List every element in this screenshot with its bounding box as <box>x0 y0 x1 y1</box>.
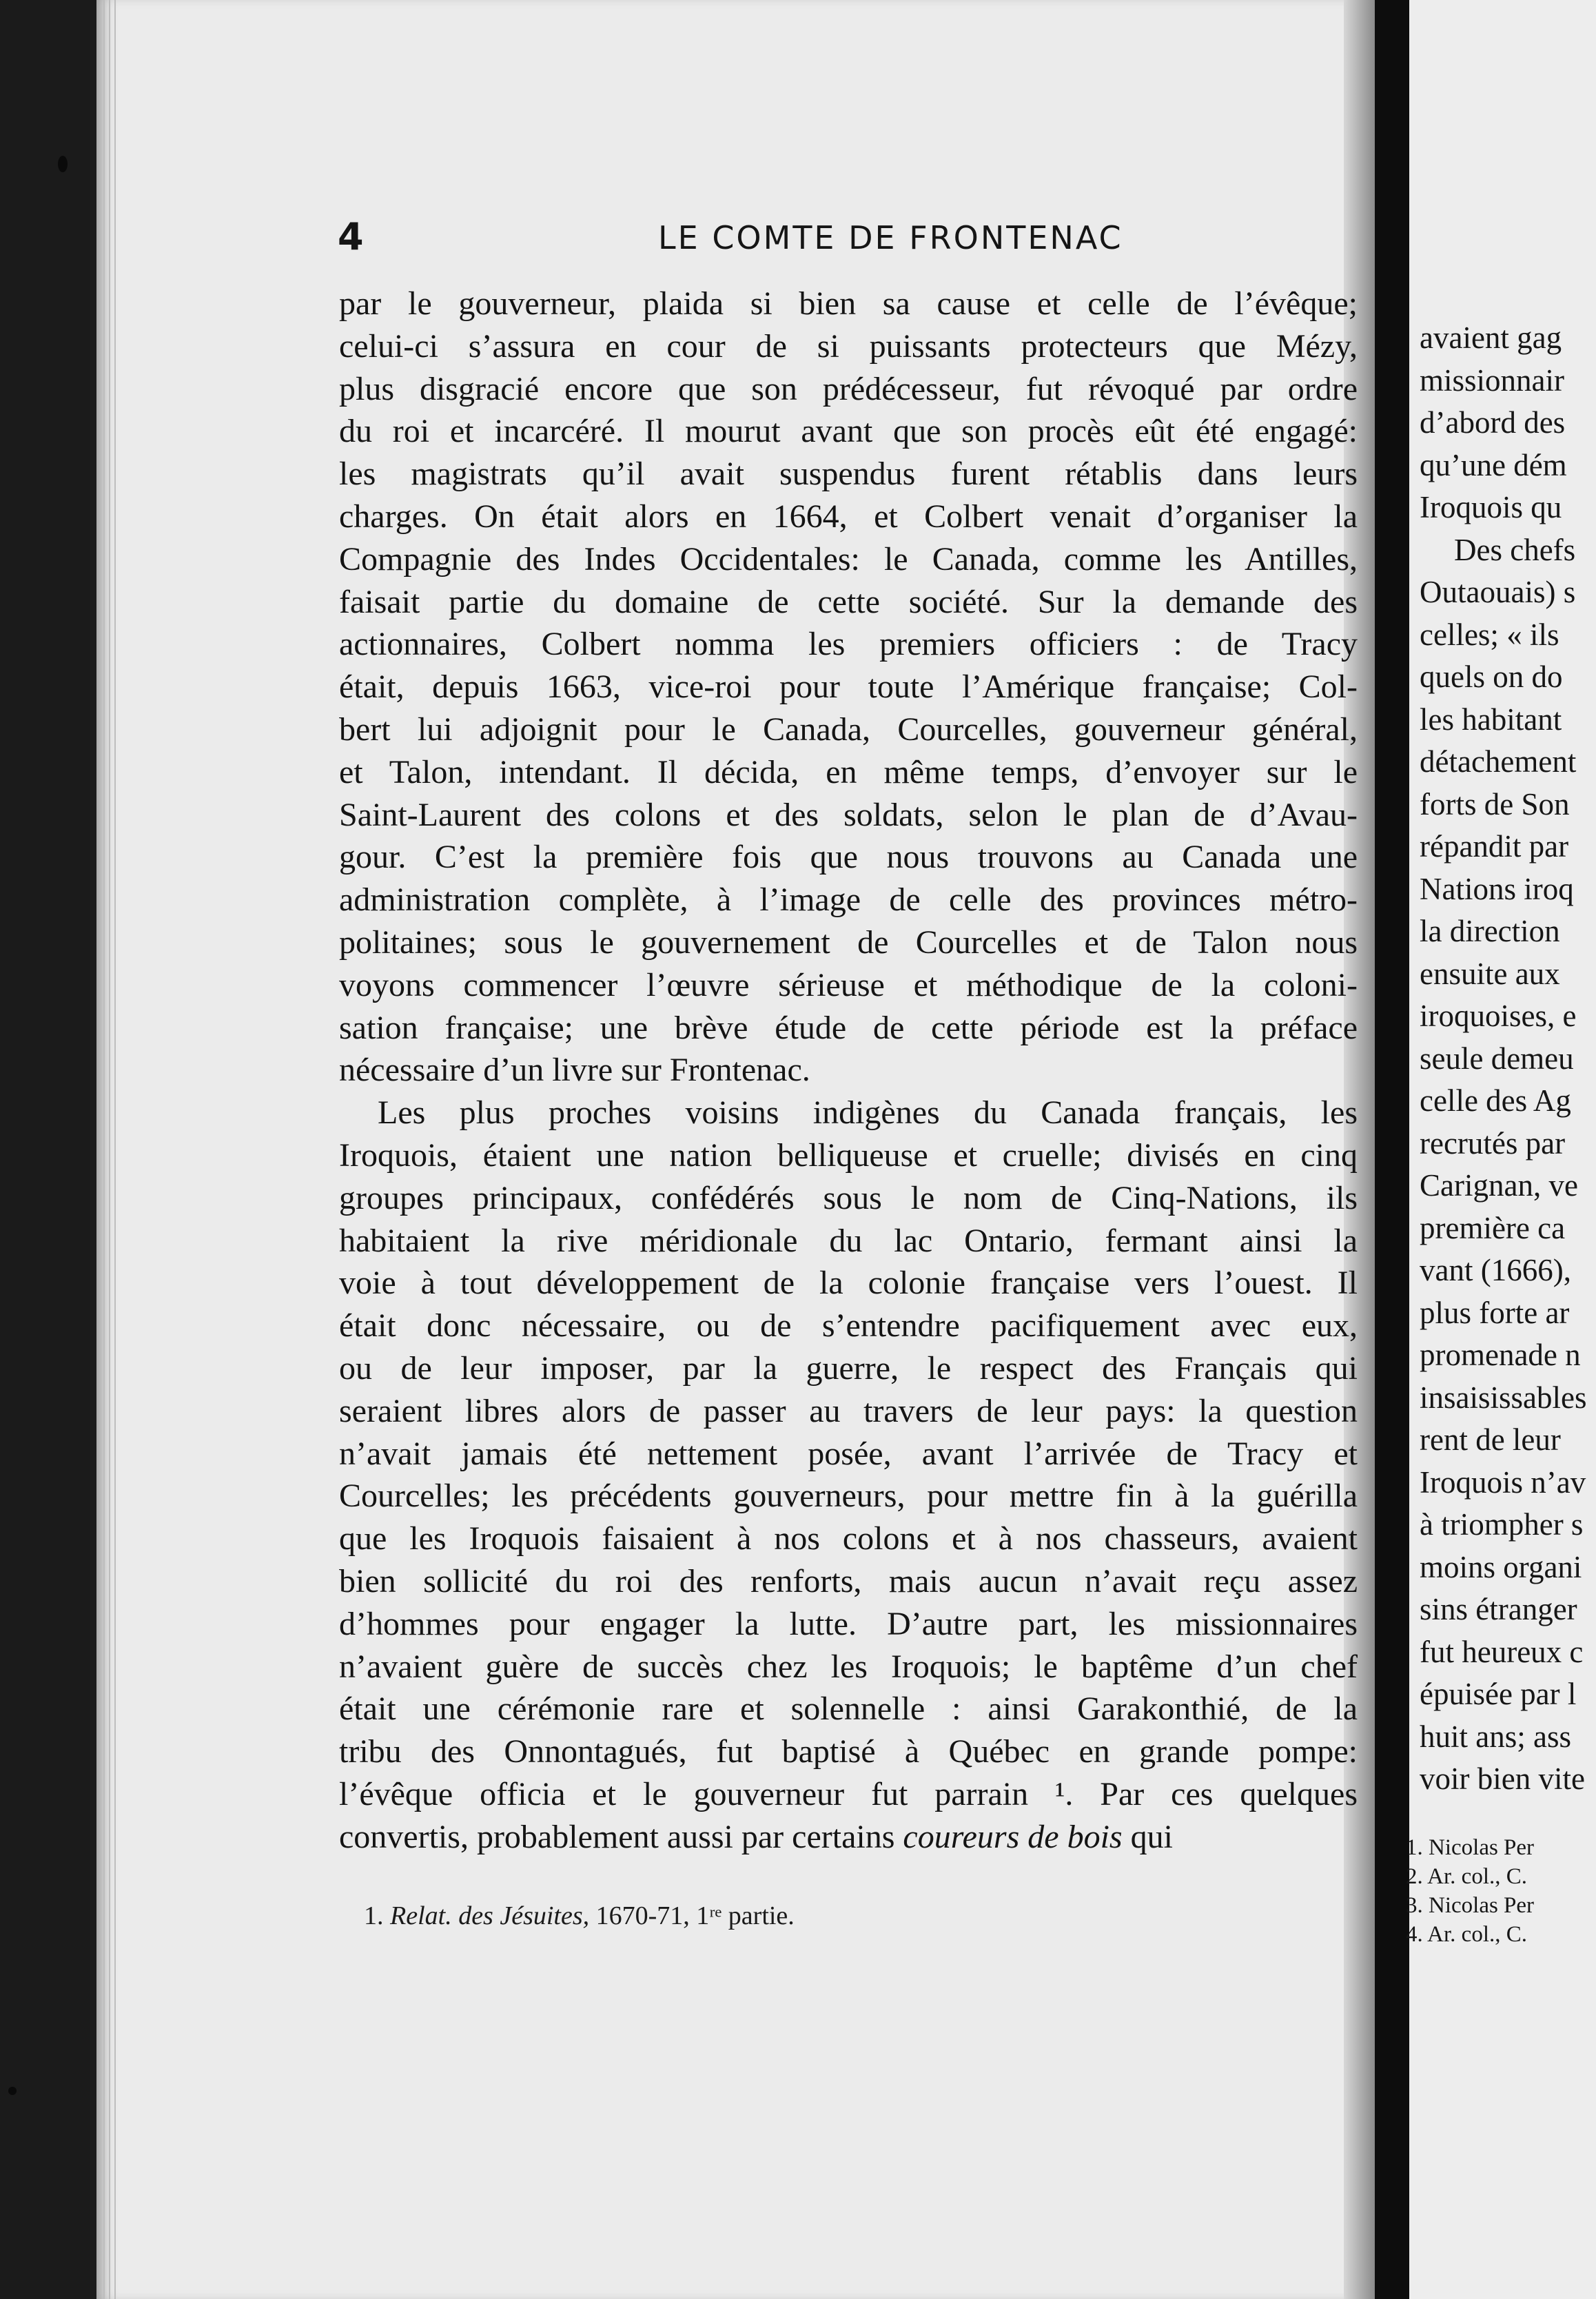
text-line: charges. On était alors en 1664, et Colbert venait d’organiser la <box>339 498 1358 535</box>
right-text-line: détachement <box>1420 744 1577 779</box>
text-line: l’évêque officia et le gouverneur fut parrain ¹. Par ces quelques <box>339 1775 1358 1812</box>
book-spine <box>1375 0 1409 2299</box>
right-text-line: Iroquois qu <box>1420 490 1562 524</box>
text-line: les magistrats qu’il avait suspendus furent rétablis dans leurs <box>339 456 1358 493</box>
text-line: bien sollicité du roi des renforts, mais aucun n’avait reçu assez <box>339 1562 1358 1600</box>
right-text-line: forts de Son <box>1420 786 1570 821</box>
text-line: que les Iroquois faisaient à nos colons et à nos chasseurs, avaient <box>339 1520 1358 1557</box>
right-text-line: seule demeu <box>1420 1041 1574 1076</box>
text-line: et Talon, intendant. Il décida, en même temps, d’envoyer sur le <box>339 753 1358 790</box>
page-number: 4 <box>338 215 366 258</box>
text-line: Iroquois, étaient une nation belliqueuse et cruelle; divisés en cinq <box>339 1136 1358 1174</box>
page-edge <box>109 0 110 2299</box>
text-line: n’avait jamais été nettement posée, avant l’arrivée de Tracy et <box>339 1435 1358 1472</box>
right-text-line: celles; « ils <box>1420 617 1559 652</box>
right-page-footnotes <box>1406 1833 1596 1949</box>
right-text-line: avaient gag <box>1420 320 1562 355</box>
page-edge <box>114 0 116 2299</box>
right-text-line: première ca <box>1420 1210 1566 1245</box>
scan-speck <box>8 2087 17 2095</box>
right-text-line: iroquoises, e <box>1420 999 1577 1033</box>
text-line: plus disgracié encore que son prédécesseur, fut révoqué par ordre <box>339 370 1358 407</box>
text-line: était, depuis 1663, vice-roi pour toute l’Amérique française; Col- <box>339 668 1358 706</box>
text-line: faisait partie du domaine de cette société. Sur la demande des <box>339 583 1358 620</box>
text-line: du roi et incarcéré. Il mourut avant que son procès eût été engagé: <box>339 413 1358 450</box>
right-text-line: insaisissables <box>1420 1380 1587 1415</box>
page-header <box>338 215 1337 256</box>
right-text-line: plus forte ar <box>1420 1295 1570 1330</box>
body-text <box>339 283 1358 1858</box>
right-text-line: à triompher s <box>1420 1507 1584 1542</box>
right-text-line: qu’une dém <box>1420 447 1567 482</box>
text-line: ou de leur imposer, par la guerre, le respect des Français qui <box>339 1349 1358 1387</box>
right-text-line: Iroquois n’av <box>1420 1464 1586 1500</box>
right-text-line: quels on do <box>1420 660 1563 694</box>
right-text-line: répandit par <box>1420 829 1569 864</box>
text-line: Courcelles; les précédents gouverneurs, pour mettre fin à la guérilla <box>339 1478 1358 1515</box>
text-line: voie à tout développement de la colonie française vers l’ouest. Il <box>339 1265 1358 1302</box>
right-text-line: Carignan, ve <box>1420 1168 1578 1203</box>
footnote-number: 1. <box>364 1901 384 1930</box>
text-line: celui-ci s’assura en cour de si puissants protecteurs que Mézy, <box>339 327 1358 365</box>
text-line: Compagnie des Indes Occidentales: le Canada, comme les Antilles, <box>339 540 1358 578</box>
right-text-line: rent de leur <box>1420 1422 1561 1457</box>
right-text-line: les habitant <box>1420 702 1562 737</box>
right-footnote-line: 1. Nicolas Per <box>1406 1835 1535 1860</box>
footnote-source: Relat. des Jésuites, <box>390 1901 590 1930</box>
text-line: n’avaient guère de succès chez les Iroquois; le baptême d’un chef <box>339 1648 1358 1685</box>
text-line: d’hommes pour engager la lutte. D’autre part, les missionnaires <box>339 1605 1358 1642</box>
text-line: politaines; sous le gouvernement de Courcelles et de Talon nous <box>339 923 1358 961</box>
text-line: par le gouverneur, plaida si bien sa cause et celle de l’évêque; <box>339 285 1358 322</box>
right-text-line: voir bien vite <box>1420 1761 1585 1796</box>
right-text-line: recrutés par <box>1420 1125 1566 1161</box>
right-text-line: d’abord des <box>1420 405 1566 440</box>
right-text-line: ensuite aux <box>1420 956 1560 991</box>
right-text-line: Outaouais) s <box>1420 575 1576 609</box>
right-text-line: la direction <box>1420 914 1560 948</box>
right-text-line: Nations iroq <box>1420 871 1574 906</box>
footnote <box>364 1901 1260 1931</box>
right-text-line: Des chefs <box>1454 532 1576 567</box>
right-text-line: épuisée par l <box>1420 1677 1577 1711</box>
page-edge <box>103 0 105 2299</box>
right-text-line: celle des Ag <box>1420 1083 1571 1118</box>
text-line: était une cérémonie rare et solennelle : ainsi Garakonthié, de la <box>339 1690 1358 1728</box>
right-page-text <box>1420 317 1596 1801</box>
right-footnote-line: 4. Ar. col., C. <box>1406 1922 1528 1947</box>
right-text-line: sins étranger <box>1420 1592 1577 1626</box>
text-line: seraient libres alors de passer au travers de leur pays: la question <box>339 1392 1358 1429</box>
right-text-line: fut heureux c <box>1420 1634 1584 1669</box>
text-line: convertis, probablement aussi par certains coureurs de bois qui <box>339 1818 1173 1855</box>
text-line: voyons commencer l’œuvre sérieuse et méthodique de la coloni- <box>339 966 1358 1003</box>
text-line: sation française; une brève étude de cette période est la préface <box>339 1009 1358 1046</box>
right-text-line: promenade n <box>1420 1338 1581 1372</box>
right-footnote-line: 3. Nicolas Per <box>1406 1893 1535 1918</box>
running-head: LE COMTE DE FRONTENAC <box>658 219 1123 256</box>
text-line: Saint-Laurent des colons et des soldats, selon le plan de d’Avau- <box>339 796 1358 833</box>
text-line: Les plus proches voisins indigènes du Canada français, les <box>378 1094 1358 1132</box>
footnote-detail: 1670-71, 1ʳᵉ partie. <box>589 1901 795 1930</box>
text-line: actionnaires, Colbert nomma les premiers officiers : de Tracy <box>339 626 1358 663</box>
right-text-line: moins organi <box>1420 1549 1582 1584</box>
right-text-line: missionnair <box>1420 362 1564 398</box>
scan-speck <box>58 156 68 172</box>
text-line: bert lui adjoignit pour le Canada, Courcelles, gouverneur général, <box>339 711 1358 748</box>
text-line: était donc nécessaire, ou de s’entendre pacifiquement avec eux, <box>339 1307 1358 1345</box>
text-line: nécessaire d’un livre sur Frontenac. <box>339 1052 810 1089</box>
text-line: administration complète, à l’image de celle des provinces métro- <box>339 881 1358 919</box>
right-text-line: huit ans; ass <box>1420 1719 1571 1754</box>
text-line: tribu des Onnontagués, fut baptisé à Québec en grande pompe: <box>339 1733 1358 1770</box>
text-line: groupes principaux, confédérés sous le nom de Cinq-Nations, ils <box>339 1179 1358 1216</box>
right-text-line: vant (1666), <box>1420 1253 1571 1287</box>
text-line: habitaient la rive méridionale du lac Ontario, fermant ainsi la <box>339 1222 1358 1259</box>
right-footnote-line: 2. Ar. col., C. <box>1406 1864 1528 1889</box>
text-line: gour. C’est la première fois que nous trouvons au Canada une <box>339 839 1358 876</box>
